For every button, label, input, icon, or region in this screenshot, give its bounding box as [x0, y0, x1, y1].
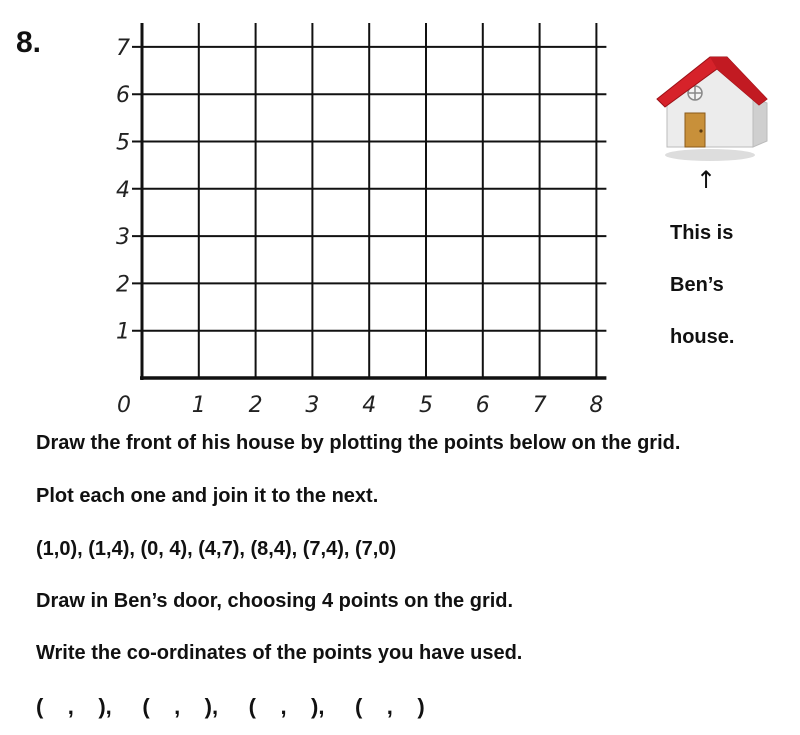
instruction-3: Draw in Ben’s door, choosing 4 points on the grid.	[36, 590, 514, 612]
y-tick-label: 4	[116, 177, 130, 203]
x-tick-label: 0	[117, 393, 131, 418]
y-tick-label: 2	[116, 272, 130, 298]
x-tick-label: 8	[589, 393, 604, 418]
instruction-4: Write the co-ordinates of the points you have used.	[36, 642, 523, 664]
caption-line-3: house.	[670, 326, 735, 348]
answer-blanks[interactable]: ( , ), ( , ), ( , ), ( , )	[36, 694, 425, 719]
caption-line-1: This is	[670, 222, 734, 244]
points-list: (1,0), (1,4), (0, 4), (4,7), (8,4), (7,4), (7,0)	[36, 538, 397, 560]
y-tick-label: 5	[116, 130, 130, 156]
y-tick-label: 1	[116, 319, 130, 345]
up-arrow-icon: ↑	[696, 166, 717, 194]
y-tick-label: 7	[116, 35, 130, 61]
x-tick-label: 3	[305, 393, 320, 418]
y-tick-label: 6	[116, 83, 130, 109]
x-tick-label: 2	[248, 393, 263, 418]
house-icon	[655, 55, 770, 165]
x-tick-label: 7	[532, 393, 547, 418]
x-tick-label: 4	[362, 393, 377, 418]
question-number: 8.	[16, 26, 42, 59]
instruction-2: Plot each one and join it to the next.	[36, 485, 379, 507]
x-tick-label: 6	[475, 393, 490, 418]
caption-line-2: Ben’s	[670, 274, 724, 296]
x-tick-label: 1	[191, 393, 206, 418]
y-tick-label: 3	[116, 225, 130, 251]
x-tick-label: 5	[419, 393, 433, 418]
instruction-1: Draw the front of his house by plotting the points below on the grid.	[36, 432, 681, 454]
